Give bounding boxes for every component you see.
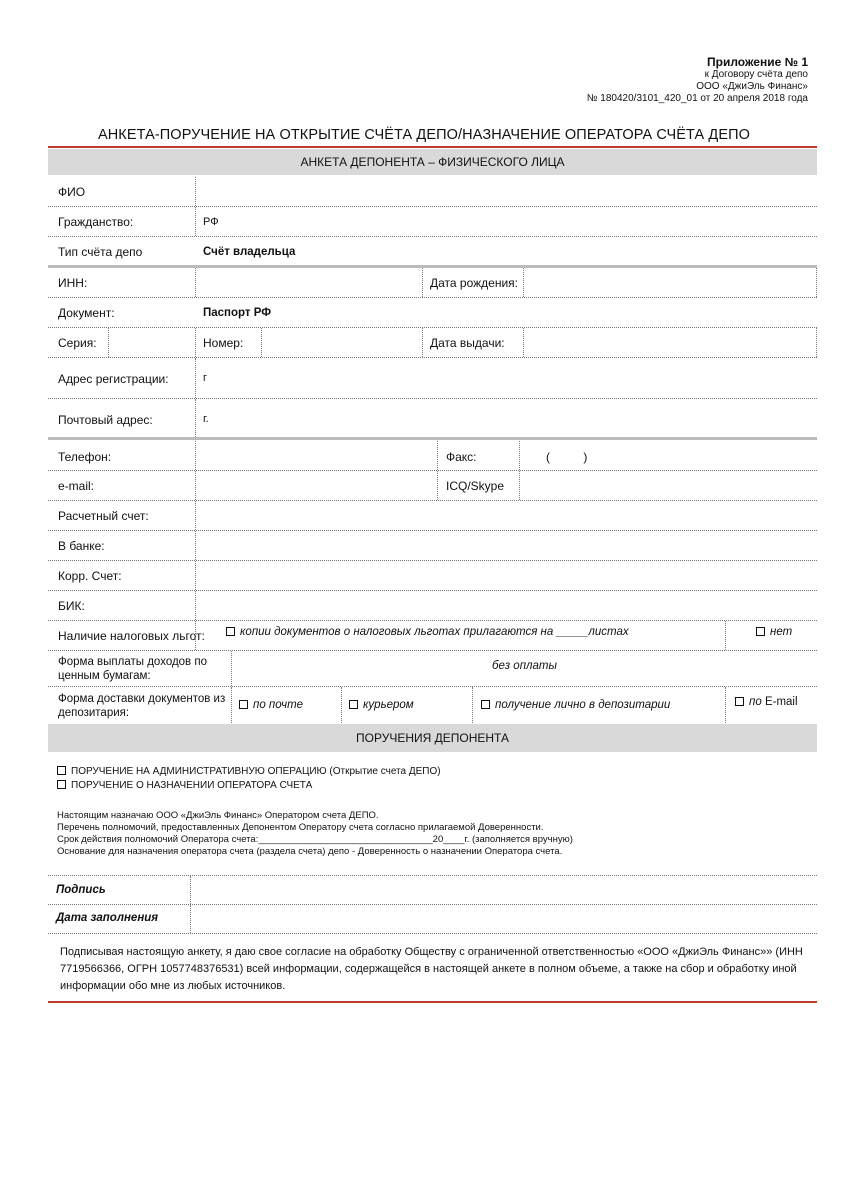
label-income-2: ценным бумагам:	[58, 670, 151, 682]
label-tax: Наличие налоговых льгот:	[58, 629, 205, 643]
tax-yes-option[interactable]	[226, 626, 629, 638]
operator-text-3: Срок действия полномочий Оператора счета:_________________________________20____г. (заполняется вручную)	[57, 834, 573, 845]
reg-address-field[interactable]: г	[203, 372, 208, 384]
label-citizenship: Гражданство:	[58, 215, 134, 229]
label-email: e-mail:	[58, 479, 95, 493]
account-field[interactable]	[196, 501, 817, 530]
icq-field[interactable]	[520, 471, 817, 500]
label-signature: Подпись	[56, 884, 106, 896]
label-issue-date: Дата выдачи:	[430, 336, 505, 350]
fill-date-field[interactable]	[191, 905, 817, 933]
label-inn: ИНН:	[58, 276, 88, 290]
row-tax	[48, 621, 817, 651]
tax-no-label: нет	[770, 626, 793, 638]
checkbox-icon[interactable]	[349, 700, 358, 709]
tax-no-option[interactable]	[756, 626, 792, 638]
label-fax: Факс:	[446, 450, 477, 464]
label-fill-date: Дата заполнения	[56, 912, 159, 924]
checkbox-icon[interactable]	[481, 700, 490, 709]
checkbox-icon[interactable]	[735, 697, 744, 706]
label-account: Расчетный счет:	[58, 509, 149, 523]
delivery-email-prefix: по	[749, 696, 762, 708]
appendix-line-1: к Договору счёта депо	[704, 69, 808, 80]
row-email	[48, 471, 817, 501]
row-bik	[48, 591, 817, 621]
label-bik: БИК:	[58, 599, 85, 613]
divider-bottom	[48, 1001, 817, 1003]
label-bank: В банке:	[58, 539, 105, 553]
order-operator-option[interactable]	[57, 780, 312, 791]
row-signature	[48, 876, 817, 905]
label-icq: ICQ/Skype	[446, 479, 505, 493]
appendix-header	[587, 55, 808, 105]
divider-top	[48, 146, 817, 148]
label-delivery-2: депозитария:	[58, 707, 130, 719]
bik-field[interactable]	[196, 591, 817, 620]
operator-text	[57, 810, 573, 858]
bank-field[interactable]	[196, 531, 817, 560]
label-phone: Телефон:	[58, 450, 112, 464]
consent-text	[60, 944, 803, 995]
delivery-post-label: по почте	[253, 699, 304, 711]
label-fio: ФИО	[58, 185, 86, 199]
row-document	[48, 298, 817, 328]
phone-field[interactable]	[196, 441, 436, 470]
row-fill-date	[48, 905, 817, 934]
row-account-type	[48, 237, 817, 266]
label-income-1: Форма выплаты доходов по	[58, 656, 207, 668]
checkbox-icon[interactable]	[57, 766, 66, 775]
operator-text-4: Основание для назначения оператора счета (раздела счета) депо - Доверенность о назначении Оператора счета.	[57, 846, 563, 857]
checkbox-icon[interactable]	[57, 780, 66, 789]
number-field[interactable]	[262, 328, 421, 357]
series-field[interactable]	[109, 328, 194, 357]
row-delivery	[48, 687, 817, 723]
income-value: без оплаты	[492, 660, 557, 672]
row-bank	[48, 531, 817, 561]
label-income	[58, 655, 207, 683]
section-depositor: АНКЕТА ДЕПОНЕНТА – ФИЗИЧЕСКОГО ЛИЦА	[48, 149, 817, 175]
delivery-email-label: E-mail	[764, 696, 798, 708]
delivery-personal-label: получение лично в депозитарии	[495, 699, 671, 711]
checkbox-icon[interactable]	[239, 700, 248, 709]
label-account-type: Тип счёта депо	[58, 245, 143, 259]
fio-field[interactable]	[196, 177, 817, 206]
checkbox-icon[interactable]	[226, 627, 235, 636]
label-reg-address: Адрес регистрации:	[58, 372, 169, 386]
signature-field[interactable]	[191, 876, 817, 904]
appendix-line-2: ООО «ДжиЭль Финанс»	[696, 81, 808, 92]
issue-date-field[interactable]	[524, 328, 816, 357]
order-operator-label: ПОРУЧЕНИЕ О НАЗНАЧЕНИИ ОПЕРАТОРА СЧЕТА	[71, 780, 313, 791]
appendix-title: Приложение № 1	[706, 55, 808, 69]
row-post-address	[48, 399, 817, 437]
document-value: Паспорт РФ	[203, 307, 272, 319]
delivery-courier-label: курьером	[363, 699, 414, 711]
row-passport	[48, 328, 817, 358]
label-post-address: Почтовый адрес:	[58, 413, 153, 427]
account-type-value: Счёт владельца	[203, 246, 296, 258]
appendix-line-3: № 180420/3101_420_01 от 20 апреля 2018 года	[586, 93, 808, 104]
order-admin-label: ПОРУЧЕНИЕ НА АДМИНИСТРАТИВНУЮ ОПЕРАЦИЮ (Открытие счета ДЕПО)	[71, 766, 441, 777]
consent-line-3: информации обо мне из любых источников.	[60, 980, 286, 992]
label-series: Серия:	[58, 336, 97, 350]
label-delivery	[58, 692, 225, 720]
row-inn	[48, 268, 817, 298]
birth-date-field[interactable]	[524, 268, 816, 297]
row-income	[48, 651, 817, 687]
consent-line-1: Подписывая настоящую анкету, я даю свое согласие на обработку Обществу с ограниченной ответственностью «ООО «ДжиЭль Финанс»» (ИНН	[60, 946, 803, 958]
label-document: Документ:	[58, 306, 115, 320]
delivery-post-option[interactable]	[239, 699, 303, 711]
order-admin-option[interactable]	[57, 766, 441, 777]
corr-field[interactable]	[196, 561, 817, 590]
fax-field[interactable]: ( )	[546, 450, 588, 464]
section-orders: ПОРУЧЕНИЯ ДЕПОНЕНТА	[48, 724, 817, 752]
row-fio	[48, 177, 817, 207]
delivery-personal-option[interactable]	[481, 699, 670, 711]
delivery-courier-option[interactable]	[349, 699, 414, 711]
checkbox-icon[interactable]	[756, 627, 765, 636]
row-phone	[48, 441, 817, 471]
consent-line-2: 7719566366, ОГРН 1057748376531) всей информации, содержащейся в настоящей анкете в полном объеме, а также на сбор и обработку иной	[60, 963, 797, 975]
inn-field[interactable]	[196, 268, 421, 297]
label-delivery-1: Форма доставки документов из	[58, 693, 226, 705]
label-birth-date: Дата рождения:	[430, 276, 518, 290]
delivery-email-option[interactable]	[735, 696, 798, 708]
page-title: АНКЕТА-ПОРУЧЕНИЕ НА ОТКРЫТИЕ СЧЁТА ДЕПО/НАЗНАЧЕНИЕ ОПЕРАТОРА СЧЁТА ДЕПО	[97, 127, 751, 143]
email-field[interactable]	[196, 471, 436, 500]
post-address-field[interactable]: г.	[203, 413, 209, 425]
citizenship-field[interactable]: РФ	[203, 216, 219, 228]
operator-text-2: Перечень полномочий, предоставленных Депонентом Оператору счета согласно прилагаемой Доверенности.	[57, 822, 544, 833]
operator-text-1: Настоящим назначаю ООО «ДжиЭль Финанс» Оператором счета ДЕПО.	[57, 810, 379, 821]
tax-yes-label: копии документов о налоговых льготах прилагаются на _____листах	[240, 626, 629, 638]
label-corr: Корр. Счет:	[58, 569, 122, 583]
row-citizenship	[48, 207, 817, 237]
row-corr	[48, 561, 817, 591]
row-reg-address	[48, 358, 817, 399]
row-account	[48, 501, 817, 531]
label-number: Номер:	[203, 336, 244, 350]
